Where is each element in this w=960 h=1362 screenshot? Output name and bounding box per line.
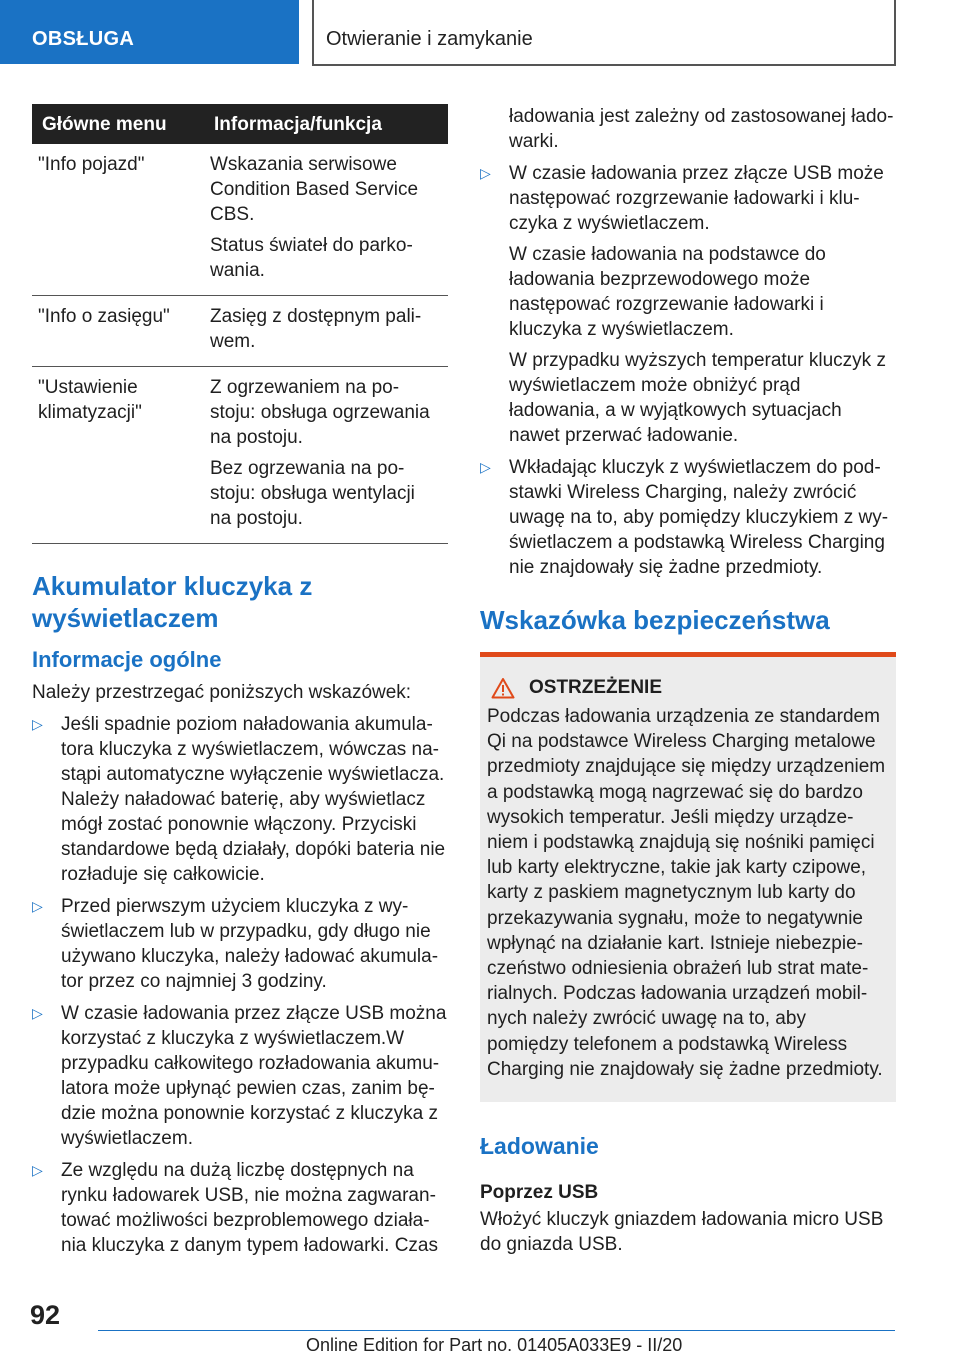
list-item-text: W czasie ładowania przez złącze USB może następować rozgrzewanie ładowarki i kluczyka z wyświetlaczem. [509, 163, 884, 234]
warning-title-row [487, 675, 888, 700]
warning-triangle-icon [491, 677, 515, 699]
footer-edition: Online Edition for Part no. 01405A033E9 - II/20 [306, 1335, 683, 1355]
list-item-continued [480, 104, 896, 154]
table-cell-menu: "Info o zasięgu" [32, 296, 204, 367]
footer-divider [98, 1330, 895, 1331]
subsection-heading: Informacje ogólne [32, 647, 222, 672]
header-chapter-box [312, 0, 896, 66]
list-item-text: W czasie ładowania na podstawce do ładowania bezprzewodowego może następować rozgrzewanie ładowarki i kluczyka z wyświetlaczem. [509, 244, 826, 340]
warning-title: OSTRZEŻENIE [529, 677, 663, 698]
triangle-right-outline-icon: ▷ [32, 898, 43, 914]
table-cell-text: Zasięg z dostępnym paliwem. [210, 306, 422, 352]
list-item-text: Ze względu na dużą liczbę dostępnych na rynku ładowarek USB, nie można zagwarantować możliwości bezproblemowego działania kluczyka z danym typem ładowarki. Czas [61, 1160, 438, 1256]
list-item [32, 1158, 448, 1258]
table-cell-menu: "Ustawienie klimatyzacji" [32, 367, 204, 544]
table-cell-text: Z ogrzewaniem na postoju: obsługa ogrzewania na postoju. [210, 377, 430, 448]
charging-heading: Ładowanie [480, 1133, 599, 1160]
list-item-text: Wkładając kluczyk z wyświetlaczem do podstawki Wireless Charging, należy zwrócić uwagę na to, aby pomiędzy kluczykiem z wyświetlaczem a podstawką Wireless Charging nie znajdowały się żadne przedmioty. [509, 457, 889, 578]
warning-text: Podczas ładowania urządzenia ze standardem Qi na podstawce Wireless Charging metalowe przedmioty znajdujące się między urządzeniem a podstawką mogą nagrzewać się do bardzo wysokich temperatur. Jeśli między urządzeniem i podstawką znajdują się nośniki pamięci lub karty elektryczne, takie jak karty czipowe, karty z paskiem magnetycznym lub karty do przekazywania sygnału, może to negatywnie wpłynąć na działanie kart. Istnieje niebezpieczeństwo odniesienia obrażeń lub strat materialnych. Podczas ładowania urządzeń mobilnych należy zwrócić uwagę na to, aby pomiędzy telefonem a podstawką Wireless Charging nie znajdowały się żadne przedmioty. [487, 706, 886, 1080]
list-item [480, 455, 896, 580]
list-item-text: W przypadku wyższych temperatur kluczyk z wyświetlaczem może obniżyć prąd ładowania, a w wyjątkowych sytuacjach nawet przerwać ładowanie. [509, 350, 886, 446]
left-column [32, 104, 448, 1258]
table-cell-info [204, 144, 448, 296]
page-number: 92 [30, 1300, 61, 1330]
header-section-title: OBSŁUGA [32, 28, 135, 50]
triangle-right-outline-icon: ▷ [480, 459, 491, 475]
section-heading: Akumulator kluczyka z wyświetlaczem [32, 571, 313, 633]
table-header-cell: Główne menu [32, 104, 204, 144]
bullet-list [480, 104, 896, 580]
list-item [480, 161, 896, 448]
header-chapter-title: Otwieranie i zamykanie [326, 28, 533, 50]
list-item [32, 712, 448, 887]
triangle-right-outline-icon: ▷ [32, 716, 43, 732]
triangle-right-outline-icon: ▷ [32, 1005, 43, 1021]
bullet-list [32, 712, 448, 1258]
list-item-text: W czasie ładowania przez złącze USB można korzystać z kluczyka z wyświetlaczem.W przypadku całkowitego rozładowania akumulatora może upłynąć pewien czas, zanim będzie można ponownie korzystać z kluczyka z wyświetlaczem. [61, 1003, 447, 1149]
list-item [32, 1001, 448, 1151]
list-item-text: Jeśli spadnie poziom naładowania akumulatora kluczyka z wyświetlaczem, wówczas nastąpi automatyczne wyłączenie wyświetlacza. Należy naładować baterię, aby wyświetlacz mógł zostać ponownie włączony. Przyciski standardowe będą działały, dopóki bateria nie rozładuje się całkowicie. [61, 714, 446, 885]
table-cell-text: Wskazania serwisowe Condition Based Service CBS. [210, 154, 419, 225]
table-cell-info [204, 296, 448, 367]
table-cell-text: Status świateł do parkowania. [210, 235, 413, 281]
usb-heading: Poprzez USB [480, 1182, 599, 1204]
table-row [32, 367, 448, 544]
table-header-cell: Informacja/funkcja [204, 104, 448, 144]
list-item-text: ładowania jest zależny od zastosowanej ładowarki. [509, 106, 894, 152]
right-column [480, 104, 896, 1257]
safety-heading: Wskazówka bezpieczeństwa [480, 605, 830, 635]
table-row [32, 144, 448, 296]
table-cell-menu: "Info pojazd" [32, 144, 204, 296]
table-cell-info [204, 367, 448, 544]
table-header-row [32, 104, 448, 144]
header-section-tab [0, 0, 299, 64]
table-cell-text: Bez ogrzewania na postoju: obsługa wentylacji na postoju. [210, 458, 415, 529]
menu-table [32, 104, 448, 544]
intro-paragraph: Należy przestrzegać poniższych wskazówek: [32, 682, 412, 703]
list-item-text: Przed pierwszym użyciem kluczyka z wyświetlaczem lub w przypadku, gdy długo nie używano kluczyka, należy ładować akumulator przez co najmniej 3 godziny. [61, 896, 439, 992]
usb-text: Włożyć kluczyk gniazdem ładowania micro USB do gniazda USB. [480, 1209, 884, 1256]
triangle-right-outline-icon: ▷ [32, 1162, 43, 1178]
warning-box [480, 652, 896, 1102]
triangle-right-outline-icon: ▷ [480, 165, 491, 181]
list-item [32, 894, 448, 994]
table-row [32, 296, 448, 367]
